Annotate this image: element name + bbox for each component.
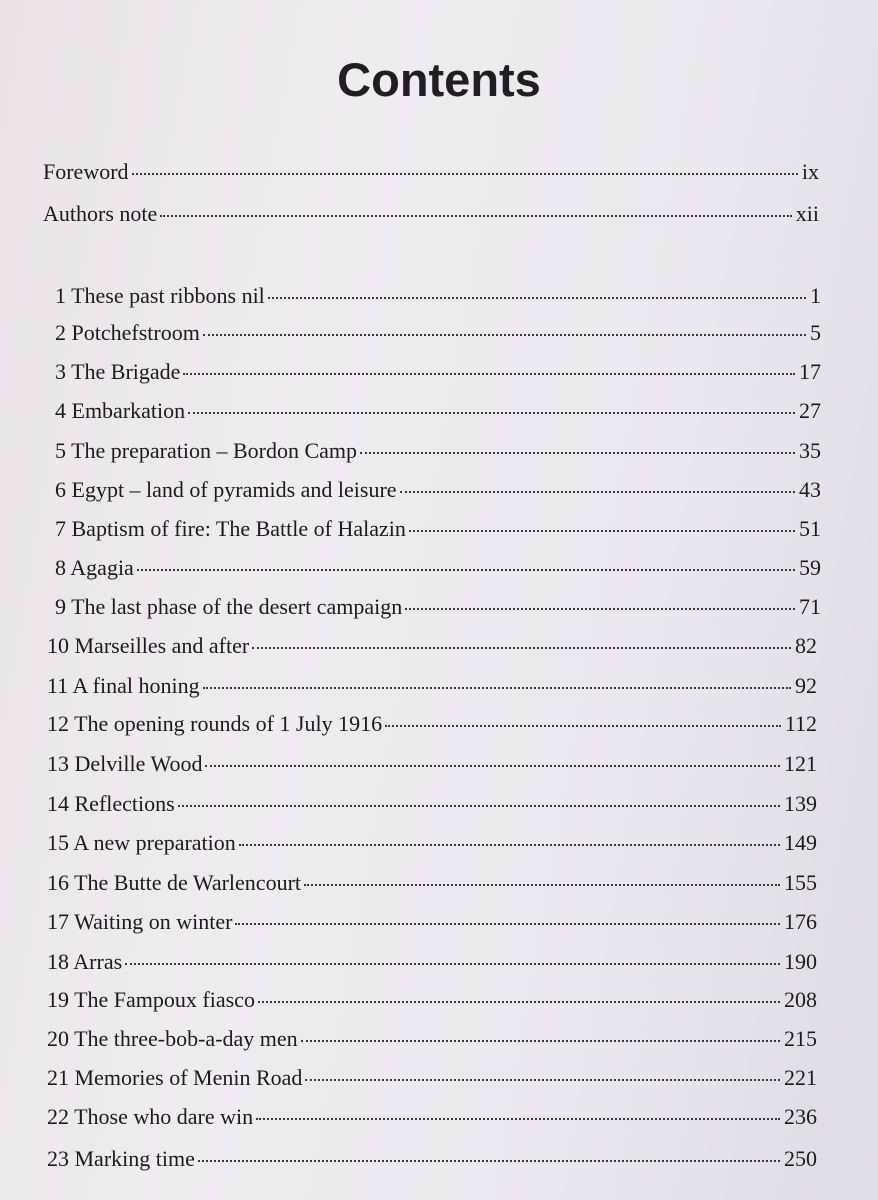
toc-entry-page: 215 bbox=[784, 1026, 817, 1051]
toc-entry-title: 21 Memories of Menin Road bbox=[47, 1065, 303, 1090]
toc-entry-chapter-11 bbox=[47, 672, 817, 700]
toc-entry-chapter-1 bbox=[55, 282, 821, 310]
toc-entry-title: Foreword bbox=[43, 159, 129, 184]
dot-leader bbox=[178, 805, 780, 807]
toc-entry-title: 3 The Brigade bbox=[55, 359, 181, 384]
toc-entry-page: 82 bbox=[795, 633, 817, 658]
page-title: Contents bbox=[337, 53, 541, 106]
toc-entry-page: 35 bbox=[799, 438, 821, 463]
toc-entry-title: 22 Those who dare win bbox=[47, 1104, 254, 1129]
toc-entry-title: 2 Potchefstroom bbox=[55, 320, 200, 345]
dot-leader bbox=[400, 491, 795, 493]
dot-leader bbox=[188, 412, 795, 414]
toc-entry-chapter-4 bbox=[55, 397, 821, 425]
toc-entry-title: 13 Delville Wood bbox=[47, 751, 203, 776]
toc-entry-chapter-7 bbox=[55, 515, 821, 543]
toc-entry-chapter-20 bbox=[47, 1025, 817, 1053]
toc-entry-title: 5 The preparation – Bordon Camp bbox=[55, 438, 358, 463]
dot-leader bbox=[256, 1118, 780, 1120]
toc-entry-title: 19 The Fampoux fiasco bbox=[47, 987, 255, 1012]
toc-entry-chapter-22 bbox=[47, 1103, 817, 1131]
toc-entry-title: 7 Baptism of fire: The Battle of Halazin bbox=[55, 516, 406, 541]
toc-entry-page: 121 bbox=[784, 751, 817, 776]
dot-leader bbox=[198, 1160, 780, 1162]
toc-entry-title: 9 The last phase of the desert campaign bbox=[55, 594, 403, 619]
dot-leader bbox=[301, 1040, 780, 1042]
toc-entry-title: 10 Marseilles and after bbox=[47, 633, 250, 658]
toc-entry-page: 5 bbox=[810, 320, 821, 345]
dot-leader bbox=[252, 647, 791, 649]
toc-entry-chapter-16 bbox=[47, 869, 817, 897]
toc-entry-page: 1 bbox=[810, 283, 821, 308]
toc-entry-page: 149 bbox=[784, 830, 817, 855]
toc-entry-chapter-3 bbox=[55, 358, 821, 386]
dot-leader bbox=[203, 687, 791, 689]
toc-entry-authors-note bbox=[43, 200, 819, 228]
toc-entry-page: 112 bbox=[784, 711, 817, 736]
dot-leader bbox=[205, 765, 780, 767]
dot-leader bbox=[268, 297, 806, 299]
dot-leader bbox=[235, 923, 780, 925]
toc-entry-title: Authors note bbox=[43, 201, 158, 226]
toc-entry-title: 6 Egypt – land of pyramids and leisure bbox=[55, 477, 397, 502]
toc-entry-title: 17 Waiting on winter bbox=[47, 909, 233, 934]
toc-entry-page: 176 bbox=[784, 909, 817, 934]
toc-entry-chapter-19 bbox=[47, 986, 817, 1014]
toc-entry-chapter-13 bbox=[47, 750, 817, 778]
dot-leader bbox=[304, 884, 780, 886]
toc-entry-chapter-18 bbox=[47, 948, 817, 976]
toc-entry-chapter-12 bbox=[47, 710, 817, 738]
dot-leader bbox=[183, 373, 795, 375]
dot-leader bbox=[125, 963, 780, 965]
toc-entry-chapter-6 bbox=[55, 476, 821, 504]
toc-entry-title: 1 These past ribbons nil bbox=[55, 283, 265, 308]
dot-leader bbox=[203, 334, 806, 336]
toc-entry-title: 12 The opening rounds of 1 July 1916 bbox=[47, 711, 383, 736]
toc-entry-page: 43 bbox=[799, 477, 821, 502]
dot-leader bbox=[137, 569, 795, 571]
toc-entry-page: 236 bbox=[784, 1104, 817, 1129]
toc-entry-title: 14 Reflections bbox=[47, 791, 175, 816]
toc-entry-chapter-5 bbox=[55, 437, 821, 465]
dot-leader bbox=[360, 452, 795, 454]
toc-entry-page: 51 bbox=[799, 516, 821, 541]
toc-entry-page: 208 bbox=[784, 987, 817, 1012]
toc-entry-chapter-23 bbox=[47, 1145, 817, 1173]
toc-entry-page: xii bbox=[795, 201, 819, 226]
dot-leader bbox=[258, 1001, 780, 1003]
toc-entry-title: 15 A new preparation bbox=[47, 830, 236, 855]
dot-leader bbox=[405, 608, 795, 610]
toc-entry-foreword bbox=[43, 158, 819, 186]
toc-entry-chapter-2 bbox=[55, 319, 821, 347]
toc-entry-chapter-10 bbox=[47, 632, 817, 660]
toc-entry-chapter-21 bbox=[47, 1064, 817, 1092]
toc-entry-chapter-14 bbox=[47, 790, 817, 818]
toc-entry-title: 20 The three-bob-a-day men bbox=[47, 1026, 298, 1051]
toc-entry-chapter-15 bbox=[47, 829, 817, 857]
toc-entry-page: ix bbox=[801, 159, 819, 184]
toc-entry-page: 92 bbox=[795, 673, 817, 698]
dot-leader bbox=[385, 725, 781, 727]
toc-entry-page: 27 bbox=[799, 398, 821, 423]
toc-entry-title: 11 A final honing bbox=[47, 673, 200, 698]
dot-leader bbox=[409, 530, 795, 532]
toc-entry-title: 16 The Butte de Warlencourt bbox=[47, 870, 302, 895]
toc-entry-page: 59 bbox=[799, 555, 821, 580]
toc-entry-title: 4 Embarkation bbox=[55, 398, 186, 423]
toc-entry-chapter-9 bbox=[55, 593, 821, 621]
dot-leader bbox=[305, 1079, 780, 1081]
dot-leader bbox=[132, 173, 798, 175]
dot-leader bbox=[239, 844, 780, 846]
toc-entry-page: 71 bbox=[799, 594, 821, 619]
toc-entry-page: 17 bbox=[799, 359, 821, 384]
toc-entry-title: 18 Arras bbox=[47, 949, 123, 974]
toc-entry-page: 221 bbox=[784, 1065, 817, 1090]
toc-entry-title: 23 Marking time bbox=[47, 1146, 195, 1171]
toc-entry-page: 155 bbox=[784, 870, 817, 895]
toc-entry-title: 8 Agagia bbox=[55, 555, 134, 580]
toc-entry-page: 190 bbox=[784, 949, 817, 974]
dot-leader bbox=[160, 215, 792, 217]
toc-entry-chapter-8 bbox=[55, 554, 821, 582]
toc-entry-page: 250 bbox=[784, 1146, 817, 1171]
toc-entry-page: 139 bbox=[784, 791, 817, 816]
toc-entry-chapter-17 bbox=[47, 908, 817, 936]
